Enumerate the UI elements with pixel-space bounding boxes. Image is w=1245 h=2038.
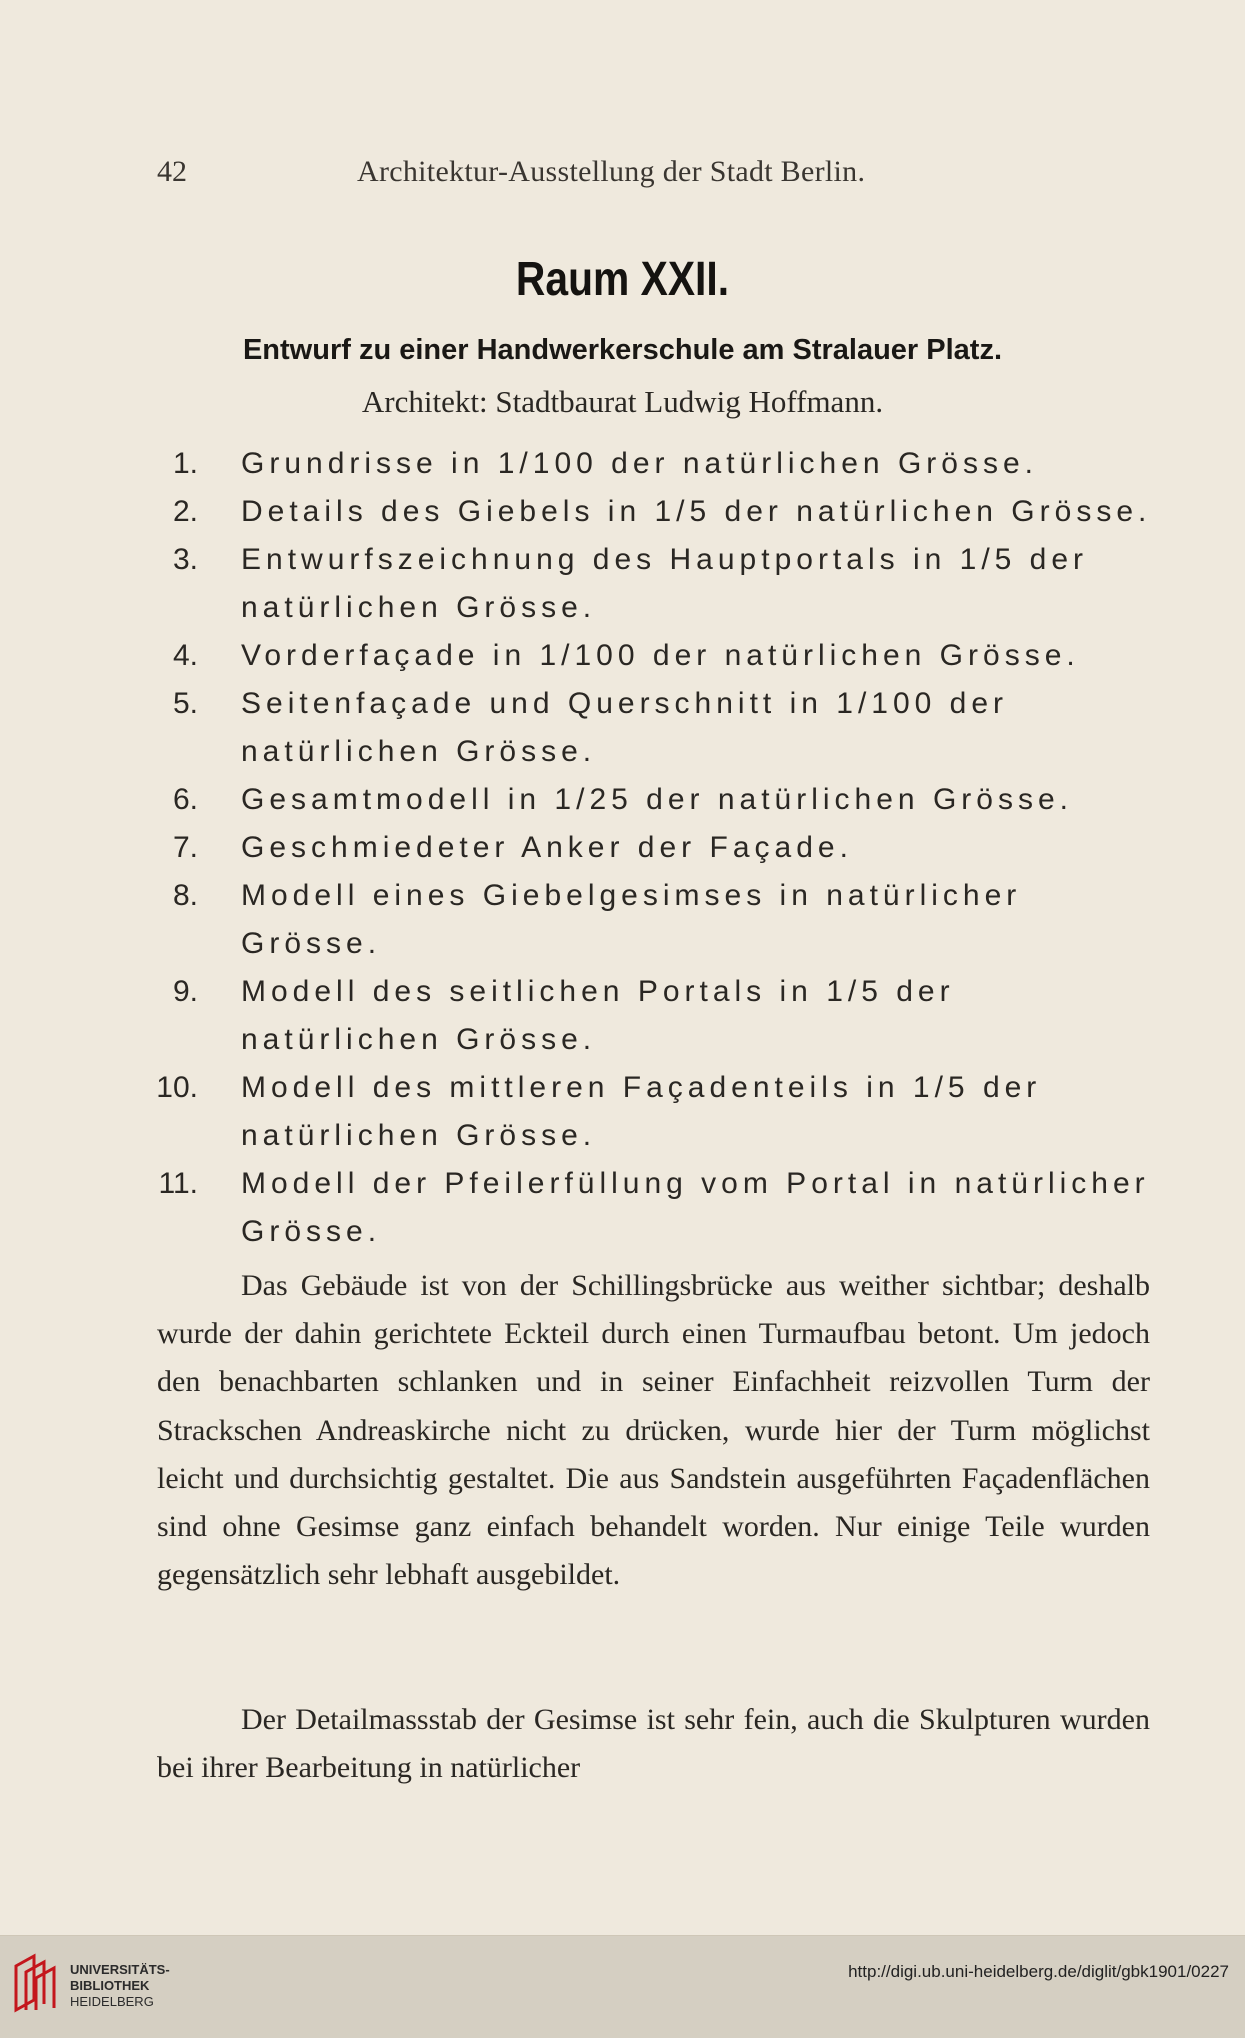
library-name-line: BIBLIOTHEK: [70, 1978, 150, 1993]
library-logo-icon: [10, 1952, 62, 2014]
library-logo[interactable]: [10, 1952, 190, 2022]
item-number: 6.: [172, 783, 198, 816]
exhibit-list: [150, 440, 1155, 1256]
section-heading: Raum XXII.: [515, 253, 730, 306]
list-item: [150, 872, 1155, 968]
item-text: Entwurfszeichnung des Hauptportals in 1/5 der natürlichen Grösse.: [241, 543, 1089, 624]
list-item: [150, 536, 1155, 632]
list-item: [150, 776, 1155, 824]
page-number: 42: [157, 155, 187, 188]
list-item: [150, 824, 1155, 872]
list-item: [150, 1064, 1155, 1160]
item-text: Geschmiedeter Anker der Façade.: [241, 831, 853, 864]
item-text: Seitenfaçade und Querschnitt in 1/100 der natürlichen Grösse.: [241, 687, 1009, 768]
library-name-line: UNIVERSITÄTS-: [70, 1962, 170, 1977]
list-item: [150, 968, 1155, 1064]
library-name-line: HEIDELBERG: [70, 1994, 154, 2009]
item-text: Modell des seitlichen Portals in 1/5 der natürlichen Grösse.: [241, 975, 955, 1056]
item-text: Details des Giebels in 1/5 der natürlichen Grösse.: [241, 495, 1152, 528]
item-number: 1.: [172, 447, 198, 480]
item-number: 5.: [172, 687, 198, 720]
item-number: 11.: [158, 1167, 198, 1200]
section-subheading: Entwurf zu einer Handwerkerschule am Stralauer Platz.: [242, 334, 1003, 366]
item-text: Gesamtmodell in 1/25 der natürlichen Grösse.: [241, 783, 1073, 816]
item-number: 10.: [156, 1071, 198, 1104]
list-item: [150, 632, 1155, 680]
library-name: [70, 1962, 170, 2010]
body-paragraph: Das Gebäude ist von der Schillingsbrücke aus weither sichtbar; deshalb wurde der dahin gerichtete Eckteil durch einen Turmaufbau betont. Um jedoch den benachbarten schlanken und in seiner Einfachheit reizvollen Turm der Strackschen Andreaskirche nicht zu drücken, wurde hier der Turm möglichst leicht und durchsichtig gestaltet. Die aus Sandstein ausgeführten Façadenflächen sind ohne Gesimse ganz einfach behandelt worden. Nur einige Teile wurden gegensätzlich sehr lebhaft ausgebildet.: [157, 1269, 1150, 1592]
source-url-link[interactable]: http://digi.ub.uni-heidelberg.de/diglit/gbk1901/0227: [848, 1962, 1229, 1981]
item-number: 2.: [172, 495, 198, 528]
item-number: 8.: [172, 879, 198, 912]
list-item: [150, 440, 1155, 488]
item-number: 3.: [172, 543, 198, 576]
body-paragraph: Der Detailmassstab der Gesimse ist sehr fein, auch die Skulpturen wurden bei ihrer Bearbeitung in natürlicher: [157, 1703, 1150, 1785]
item-number: 9.: [172, 975, 198, 1008]
item-text: Grundrisse in 1/100 der natürlichen Grösse.: [241, 447, 1038, 480]
list-item: [150, 680, 1155, 776]
architect-line: Architekt: Stadtbaurat Ludwig Hoffmann.: [361, 384, 884, 419]
item-text: Modell eines Giebelgesimses in natürlicher Grösse.: [241, 879, 1022, 960]
item-number: 4.: [172, 639, 198, 672]
item-text: Modell der Pfeilerfüllung vom Portal in natürlicher Grösse.: [241, 1167, 1150, 1248]
item-text: Vorderfaçade in 1/100 der natürlichen Grösse.: [241, 639, 1080, 672]
list-item: [150, 1160, 1155, 1256]
list-item: [150, 488, 1155, 536]
item-text: Modell des mittleren Façadenteils in 1/5 der natürlichen Grösse.: [241, 1071, 1042, 1152]
running-title: Architektur-Ausstellung der Stadt Berlin.: [357, 155, 866, 188]
item-number: 7.: [172, 831, 198, 864]
